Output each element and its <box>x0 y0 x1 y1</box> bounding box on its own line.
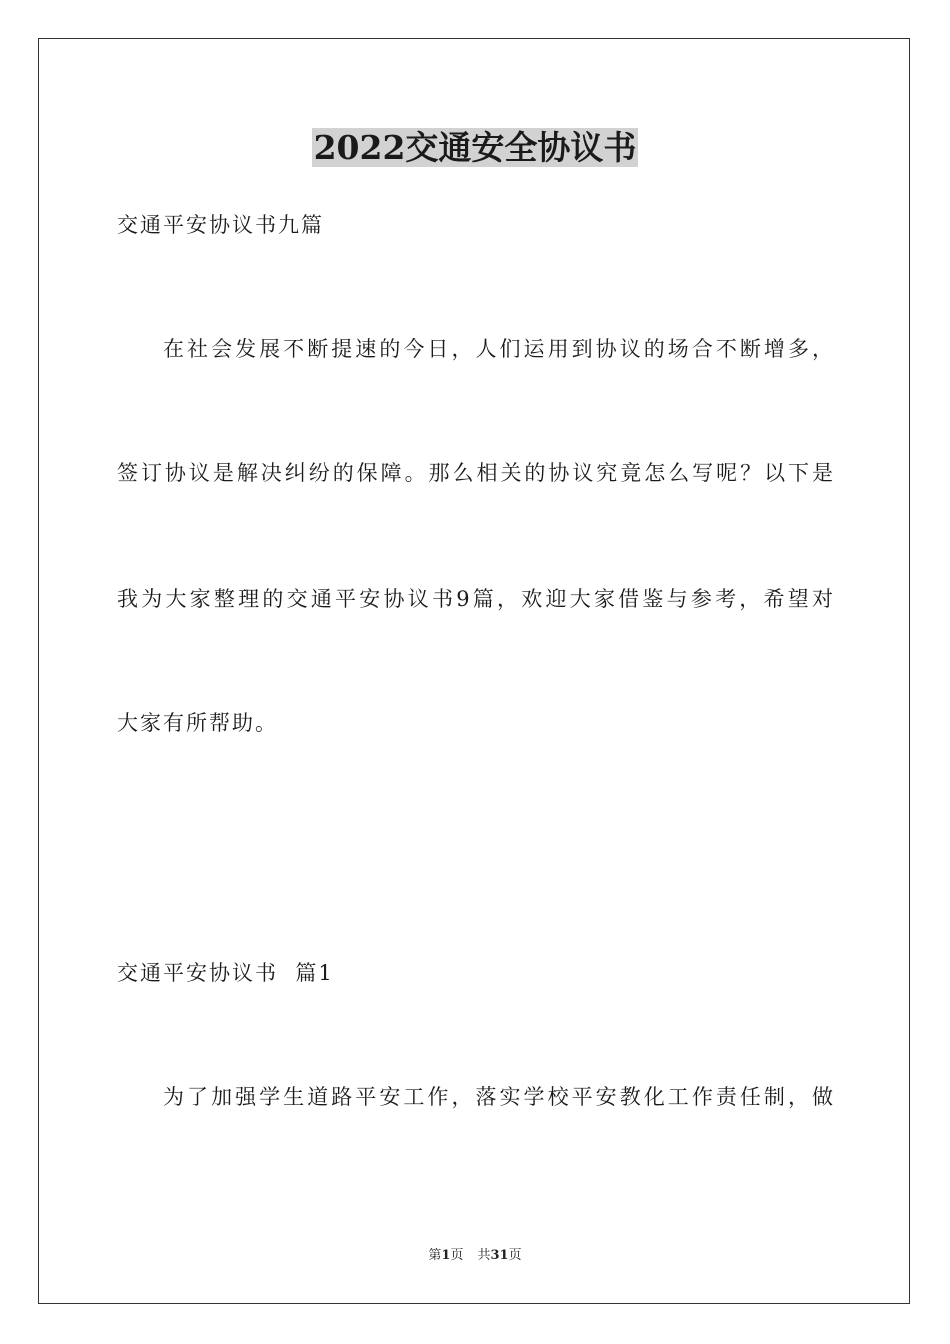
page-footer <box>0 1247 950 1265</box>
document-title-text: 2022交通安全协议书 <box>313 128 637 167</box>
intro-line-2: 签订协议是解决纠纷的保障。那么相关的协议究竟怎么写呢？以下是 <box>117 461 833 485</box>
footer-page-suffix: 页 <box>450 1248 464 1263</box>
footer-total-suffix: 页 <box>508 1248 522 1263</box>
footer-total-prefix: 共 <box>477 1248 491 1263</box>
document-title <box>0 126 950 170</box>
document-subtitle: 交通平安协议书九篇 <box>117 213 324 237</box>
intro-line-4: 大家有所帮助。 <box>117 711 278 735</box>
section-line-1: 为了加强学生道路平安工作，落实学校平安教化工作责任制，做 <box>163 1085 833 1109</box>
intro-line-3: 我为大家整理的交通平安协议书9篇，欢迎大家借鉴与参考，希望对 <box>117 587 833 611</box>
footer-page-current: 1 <box>441 1248 451 1263</box>
section-heading: 交通平安协议书 篇1 <box>117 961 334 985</box>
footer-page-prefix: 第 <box>428 1248 442 1263</box>
intro-line-1: 在社会发展不断提速的今日，人们运用到协议的场合不断增多， <box>163 337 833 361</box>
footer-page-total: 31 <box>490 1248 509 1263</box>
